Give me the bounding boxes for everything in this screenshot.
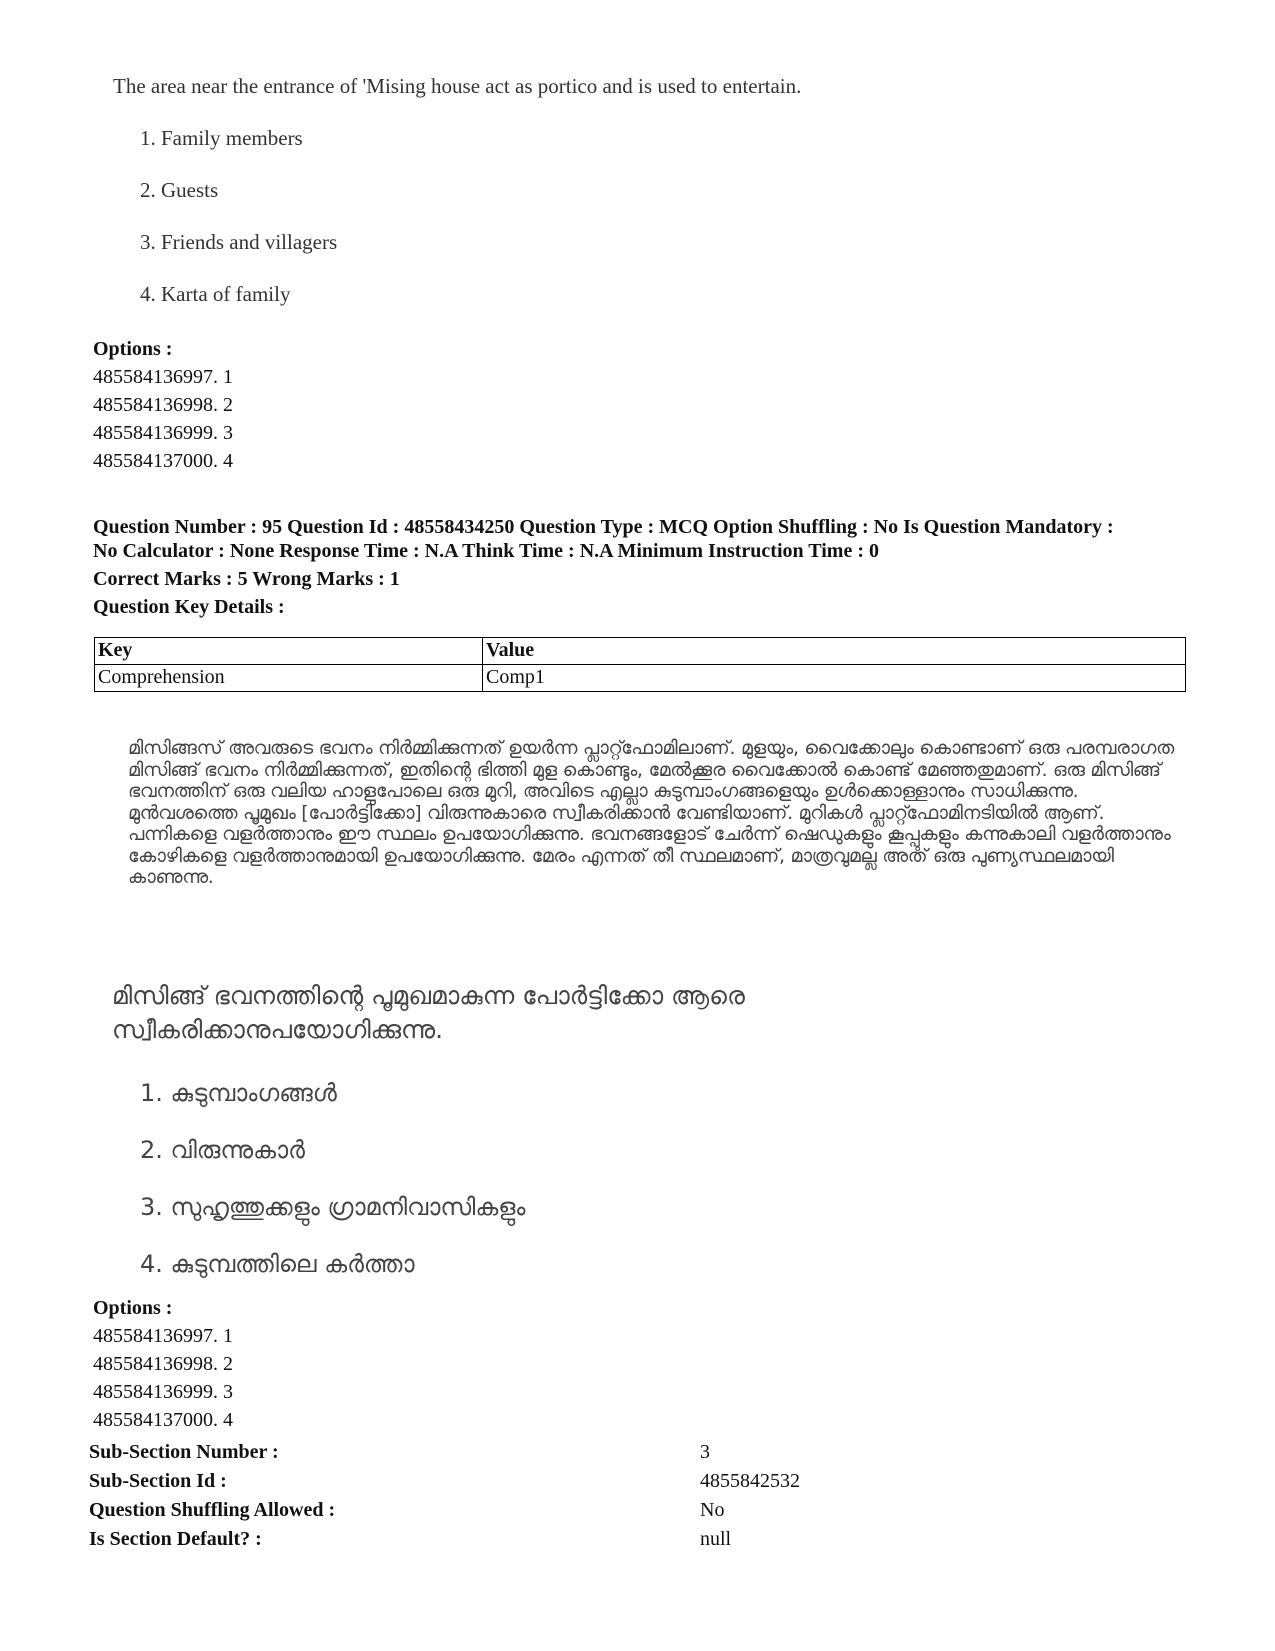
english-choice-1: 1. Family members bbox=[140, 126, 303, 150]
option-id-line: 485584136999. 3 bbox=[93, 1381, 233, 1403]
is-section-default-label: Is Section Default? : bbox=[89, 1528, 262, 1550]
malayalam-passage: മിസിങ്ങസ് അവരുടെ ഭവനം നിർമ്മിക്കുന്നത് ഉയർന്ന പ്ലാറ്റ്ഫോമിലാണ്. മുളയും, വൈക്കോലും കൊണ്ടാണ് ഒരു പരമ്പരാഗത മിസിങ്ങ് ഭവനം നിർമ്മിക്കുന്നത്, ഇതിന്റെ ഭിത്തി മുള കൊണ്ടും, മേൽക്കൂര വൈക്കോൽ കൊണ്ട് മേഞ്ഞതുമാണ്. ഒരു മിസിങ്ങ് ഭവനത്തിന് ഒരു വലിയ ഹാളുപോലെ ഒരു മുറി, അവിടെ എല്ലാ കുടുമ്പാംഗങ്ങളെയും ഉൾക്കൊള്ളാനും സാധിക്കുന്നു. മുൻവശത്തെ പൂമുഖം [പോർട്ടിക്കോ] വിരുന്നുകാരെ സ്വീകരിക്കാൻ വേണ്ടിയാണ്. മുറികൾ പ്ലാറ്റ്ഫോമിനടിയിൽ ആണ്. പന്നികളെ വളർത്താനും ഈ സ്ഥലം ഉപയോഗിക്കുന്നു. ഭവനങ്ങളോട് ചേർന്ന് ഷെഡുകളും കൂപ്പുകളും കന്നുകാലി വളർത്താനും കോഴികളെ വളർത്താനുമായി ഉപയോഗിക്കുന്നു. മേരം എന്നത് തീ സ്ഥലമാണ്, മാത്രവുമല്ല അത് ഒരു പുണ്യസ്ഥലമായി കാണുന്നു. bbox=[128, 737, 1174, 888]
english-question-text: The area near the entrance of 'Mising house act as portico and is used to entertain. bbox=[113, 74, 802, 98]
malayalam-choice-3: 3. സുഹൃത്തുക്കളും ഗ്രാമനിവാസികളും bbox=[140, 1193, 526, 1221]
question-key-table bbox=[94, 637, 1186, 692]
table-cell-key: Comprehension bbox=[95, 665, 483, 692]
table-header-value: Value bbox=[483, 638, 1186, 665]
malayalam-choice-4: 4. കുടുമ്പത്തിലെ കർത്താ bbox=[140, 1250, 415, 1278]
is-section-default-value: null bbox=[700, 1528, 732, 1550]
option-id-line: 485584136998. 2 bbox=[93, 394, 233, 416]
options-heading: Options : bbox=[93, 338, 173, 360]
table-cell-value: Comp1 bbox=[483, 665, 1186, 692]
option-id-line: 485584137000. 4 bbox=[93, 450, 233, 472]
question-meta-line-1: Question Number : 95 Question Id : 48558434250 Question Type : MCQ Option Shuffling : No Is Question Mandatory : bbox=[93, 516, 1114, 538]
option-id-line: 485584137000. 4 bbox=[93, 1409, 233, 1431]
options-heading: Options : bbox=[93, 1297, 173, 1319]
sub-section-id-value: 4855842532 bbox=[700, 1470, 800, 1492]
sub-section-id-label: Sub-Section Id : bbox=[89, 1470, 227, 1492]
table-header-key: Key bbox=[95, 638, 483, 665]
table-row bbox=[95, 665, 1186, 692]
question-meta-line-2: No Calculator : None Response Time : N.A Think Time : N.A Minimum Instruction Time : 0 bbox=[93, 540, 879, 562]
key-details-heading: Question Key Details : bbox=[93, 596, 285, 618]
malayalam-choice-1: 1. കുടുമ്പാംഗങ്ങൾ bbox=[140, 1079, 337, 1107]
english-choice-4: 4. Karta of family bbox=[140, 282, 291, 306]
option-id-line: 485584136997. 1 bbox=[93, 366, 233, 388]
question-shuffling-label: Question Shuffling Allowed : bbox=[89, 1499, 336, 1521]
option-id-line: 485584136997. 1 bbox=[93, 1325, 233, 1347]
english-choice-3: 3. Friends and villagers bbox=[140, 230, 338, 254]
sub-section-number-label: Sub-Section Number : bbox=[89, 1441, 279, 1463]
option-id-line: 485584136998. 2 bbox=[93, 1353, 233, 1375]
english-choice-2: 2. Guests bbox=[140, 178, 219, 202]
malayalam-choice-2: 2. വിരുന്നുകാർ bbox=[140, 1136, 305, 1164]
marks-line: Correct Marks : 5 Wrong Marks : 1 bbox=[93, 568, 400, 590]
option-id-line: 485584136999. 3 bbox=[93, 422, 233, 444]
sub-section-number-value: 3 bbox=[700, 1441, 710, 1463]
table-header-row bbox=[95, 638, 1186, 665]
question-shuffling-value: No bbox=[700, 1499, 725, 1521]
malayalam-question-text: മിസിങ്ങ് ഭവനത്തിന്റെ പൂമുഖമാകുന്ന പോർട്ടിക്കോ ആരെ സ്വീകരിക്കാനുപയോഗിക്കുന്നു. bbox=[112, 981, 745, 1044]
